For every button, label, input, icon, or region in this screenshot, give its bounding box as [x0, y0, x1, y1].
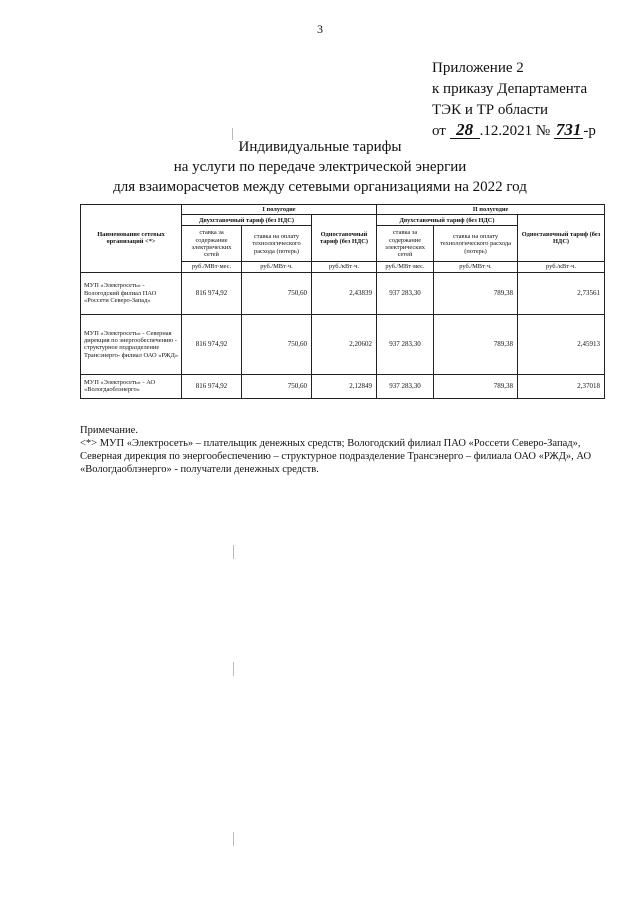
header-h1-maintenance: ставка за содержание электрических сетей [182, 226, 242, 262]
cell-h1-one-part: 2,20602 [312, 314, 377, 374]
cell-h2-maintenance: 937 283,30 [377, 314, 434, 374]
cell-h1-maintenance: 816 974,92 [182, 374, 242, 398]
date-rest: .12.2021 № [479, 123, 551, 139]
unit-h1-kwh: руб./кВт·ч. [312, 262, 377, 272]
date-prefix: от [432, 123, 446, 139]
cell-h2-maintenance: 937 283,30 [377, 374, 434, 398]
row-organization: МУП «Электросеть» - Северная дирекция по энергообеспечению - структурное подразделение Трансэнерго- филиал ОАО «РЖД» [81, 314, 182, 374]
header-h1-losses: ставка на оплату технологического расхода (потерь) [242, 226, 312, 262]
page-number: 3 [317, 22, 323, 36]
header-h2-one-part: Одноставочный тариф (без НДС) [518, 215, 605, 262]
cell-h2-maintenance: 937 283,30 [377, 272, 434, 314]
header-h2-maintenance: ставка за содержание электрических сетей [377, 226, 434, 262]
unit-h2-kwh: руб./кВт·ч. [518, 262, 605, 272]
cell-h1-one-part: 2,43839 [312, 272, 377, 314]
unit-h1-month: руб./МВт·мес. [182, 262, 242, 272]
header-h1-two-part: Двухставочный тариф (без НДС) [182, 215, 312, 226]
cell-h1-maintenance: 816 974,92 [182, 314, 242, 374]
cell-h1-losses: 750,60 [242, 272, 312, 314]
header-h2-losses: ставка на оплату технологического расхода (потерь) [434, 226, 518, 262]
cell-h2-one-part: 2,45913 [518, 314, 605, 374]
header-h1-one-part: Одноставочный тариф (без НДС) [312, 215, 377, 262]
cell-h1-losses: 750,60 [242, 374, 312, 398]
cell-h1-maintenance: 816 974,92 [182, 272, 242, 314]
row-organization: МУП «Электросеть» - АО «Вологдаоблэнерго» [81, 374, 182, 398]
cell-h1-one-part: 2,12849 [312, 374, 377, 398]
appendix-line-3: ТЭК и ТР области [432, 102, 548, 118]
footnote [80, 424, 620, 476]
cell-h2-one-part: 2,37018 [518, 374, 605, 398]
unit-h2-mwh: руб./МВт·ч. [434, 262, 518, 272]
appendix-header [432, 58, 632, 142]
cell-h2-one-part: 2,73561 [518, 272, 605, 314]
footnote-text: <*> МУП «Электросеть» – плательщик денежных средств; Вологодский филиал ПАО «Россети Северо-Запад», Северная дирекция по энергообеспечению – структурное подразделение Трансэнерго – филиала ОАО «РЖД», АО «Вологдаоблэнерго» - получатели денежных средств. [80, 438, 592, 475]
document-title [0, 137, 640, 197]
scan-mark [233, 545, 234, 559]
appendix-line-1: Приложение 2 [432, 60, 524, 76]
cell-h2-losses: 789,38 [434, 374, 518, 398]
cell-h2-losses: 789,38 [434, 272, 518, 314]
header-h2-two-part: Двухставочный тариф (без НДС) [377, 215, 518, 226]
cell-h2-losses: 789,38 [434, 314, 518, 374]
date-day-handwritten: 28 [450, 122, 480, 139]
appendix-line-2: к приказу Департамента [432, 81, 588, 97]
title-line-2: на услуги по передаче электрической энергии [173, 159, 467, 175]
table-row [81, 272, 605, 314]
table-row [81, 374, 605, 398]
title-line-1: Индивидуальные тарифы [238, 139, 402, 155]
unit-h1-mwh: руб./МВт·ч. [242, 262, 312, 272]
header-half-2: II полугодие [377, 205, 605, 215]
scan-mark [233, 832, 234, 846]
order-suffix: -р [583, 123, 596, 139]
header-organization-name: Наименование сетевых организаций <*> [81, 205, 182, 273]
unit-h2-month: руб./МВт·мес. [377, 262, 434, 272]
tariffs-table [80, 204, 605, 399]
row-organization: МУП «Электросеть» - Вологодский филиал ПАО «Россети Северо-Запад» [81, 272, 182, 314]
table-row [81, 314, 605, 374]
header-half-1: I полугодие [182, 205, 377, 215]
order-number-handwritten: 731 [555, 120, 582, 139]
cell-h1-losses: 750,60 [242, 314, 312, 374]
title-line-3: для взаиморасчетов между сетевыми организациями на 2022 год [113, 179, 527, 195]
scan-mark [233, 662, 234, 676]
footnote-heading: Примечание. [80, 425, 138, 436]
